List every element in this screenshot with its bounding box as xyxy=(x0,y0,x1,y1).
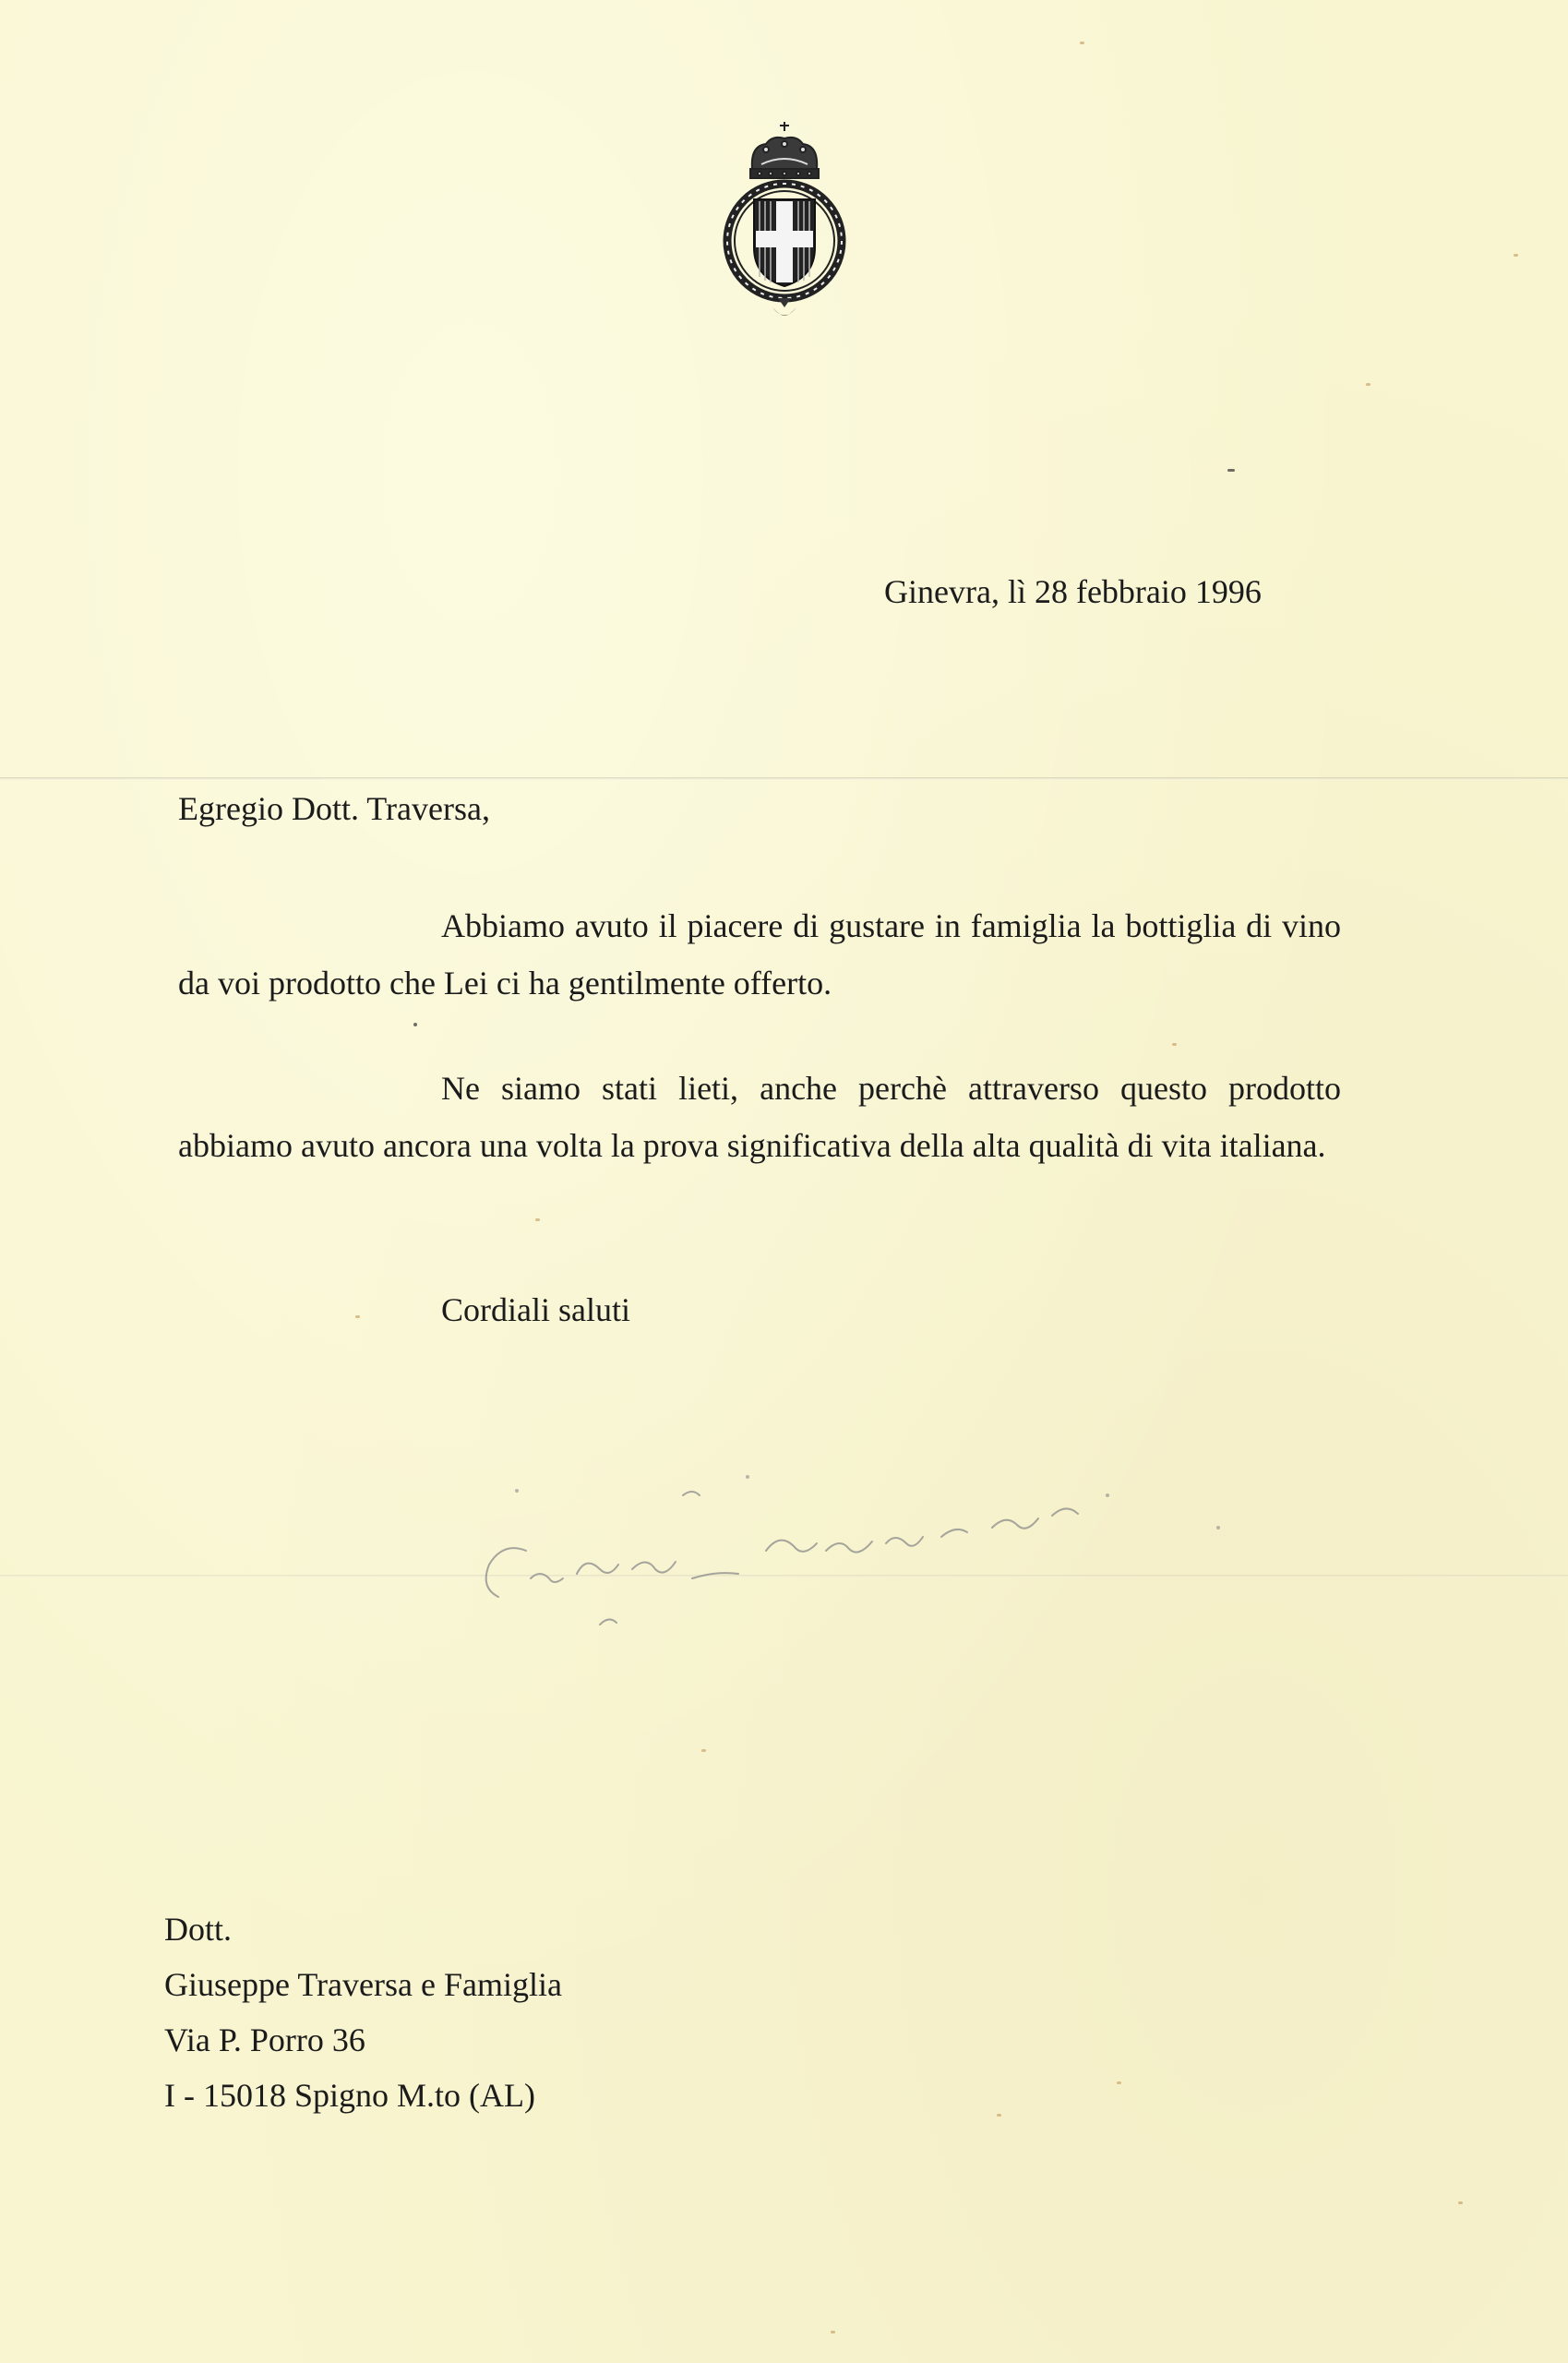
letter-salutation: Egregio Dott. Traversa, xyxy=(178,790,490,827)
letter-closing: Cordiali saluti xyxy=(441,1291,630,1328)
royal-crest-icon xyxy=(715,118,854,321)
paper-speck xyxy=(1227,469,1235,472)
recipient-address xyxy=(164,1901,562,2123)
paper-speck xyxy=(1514,254,1518,257)
paper-speck xyxy=(997,2114,1001,2117)
recipient-title: Dott. xyxy=(164,1911,233,1948)
letter-date: Ginevra, lì 28 febbraio 1996 xyxy=(884,573,1262,610)
paper-speck xyxy=(1458,2201,1463,2204)
letter-paragraph-2: Ne siamo stati lieti, anche perchè attraverso questo prodotto abbiamo avuto ancora una volta la prova significativa della alta qualità di vita italiana. xyxy=(178,1070,1341,1164)
paper-speck xyxy=(355,1315,360,1318)
paper-speck xyxy=(1117,2081,1121,2084)
recipient-street: Via P. Porro 36 xyxy=(164,2021,365,2058)
letter-paragraph-1: Abbiamo avuto il piacere di gustare in famiglia la bottiglia di vino da voi prodotto che Lei ci ha gentilmente offerto. xyxy=(178,907,1341,1002)
paper-fold-line xyxy=(0,777,1568,780)
paper-speck xyxy=(413,1023,417,1026)
paper-speck xyxy=(535,1218,540,1221)
handwritten-signature xyxy=(461,1440,1274,1652)
paper-speck xyxy=(1172,1043,1177,1046)
recipient-city: I - 15018 Spigno M.to (AL) xyxy=(164,2077,535,2114)
paper-speck xyxy=(701,1749,706,1752)
paper-speck xyxy=(1366,383,1371,386)
recipient-name: Giuseppe Traversa e Famiglia xyxy=(164,1966,562,2003)
paper-speck xyxy=(831,2331,835,2333)
paper-speck xyxy=(1080,42,1084,44)
